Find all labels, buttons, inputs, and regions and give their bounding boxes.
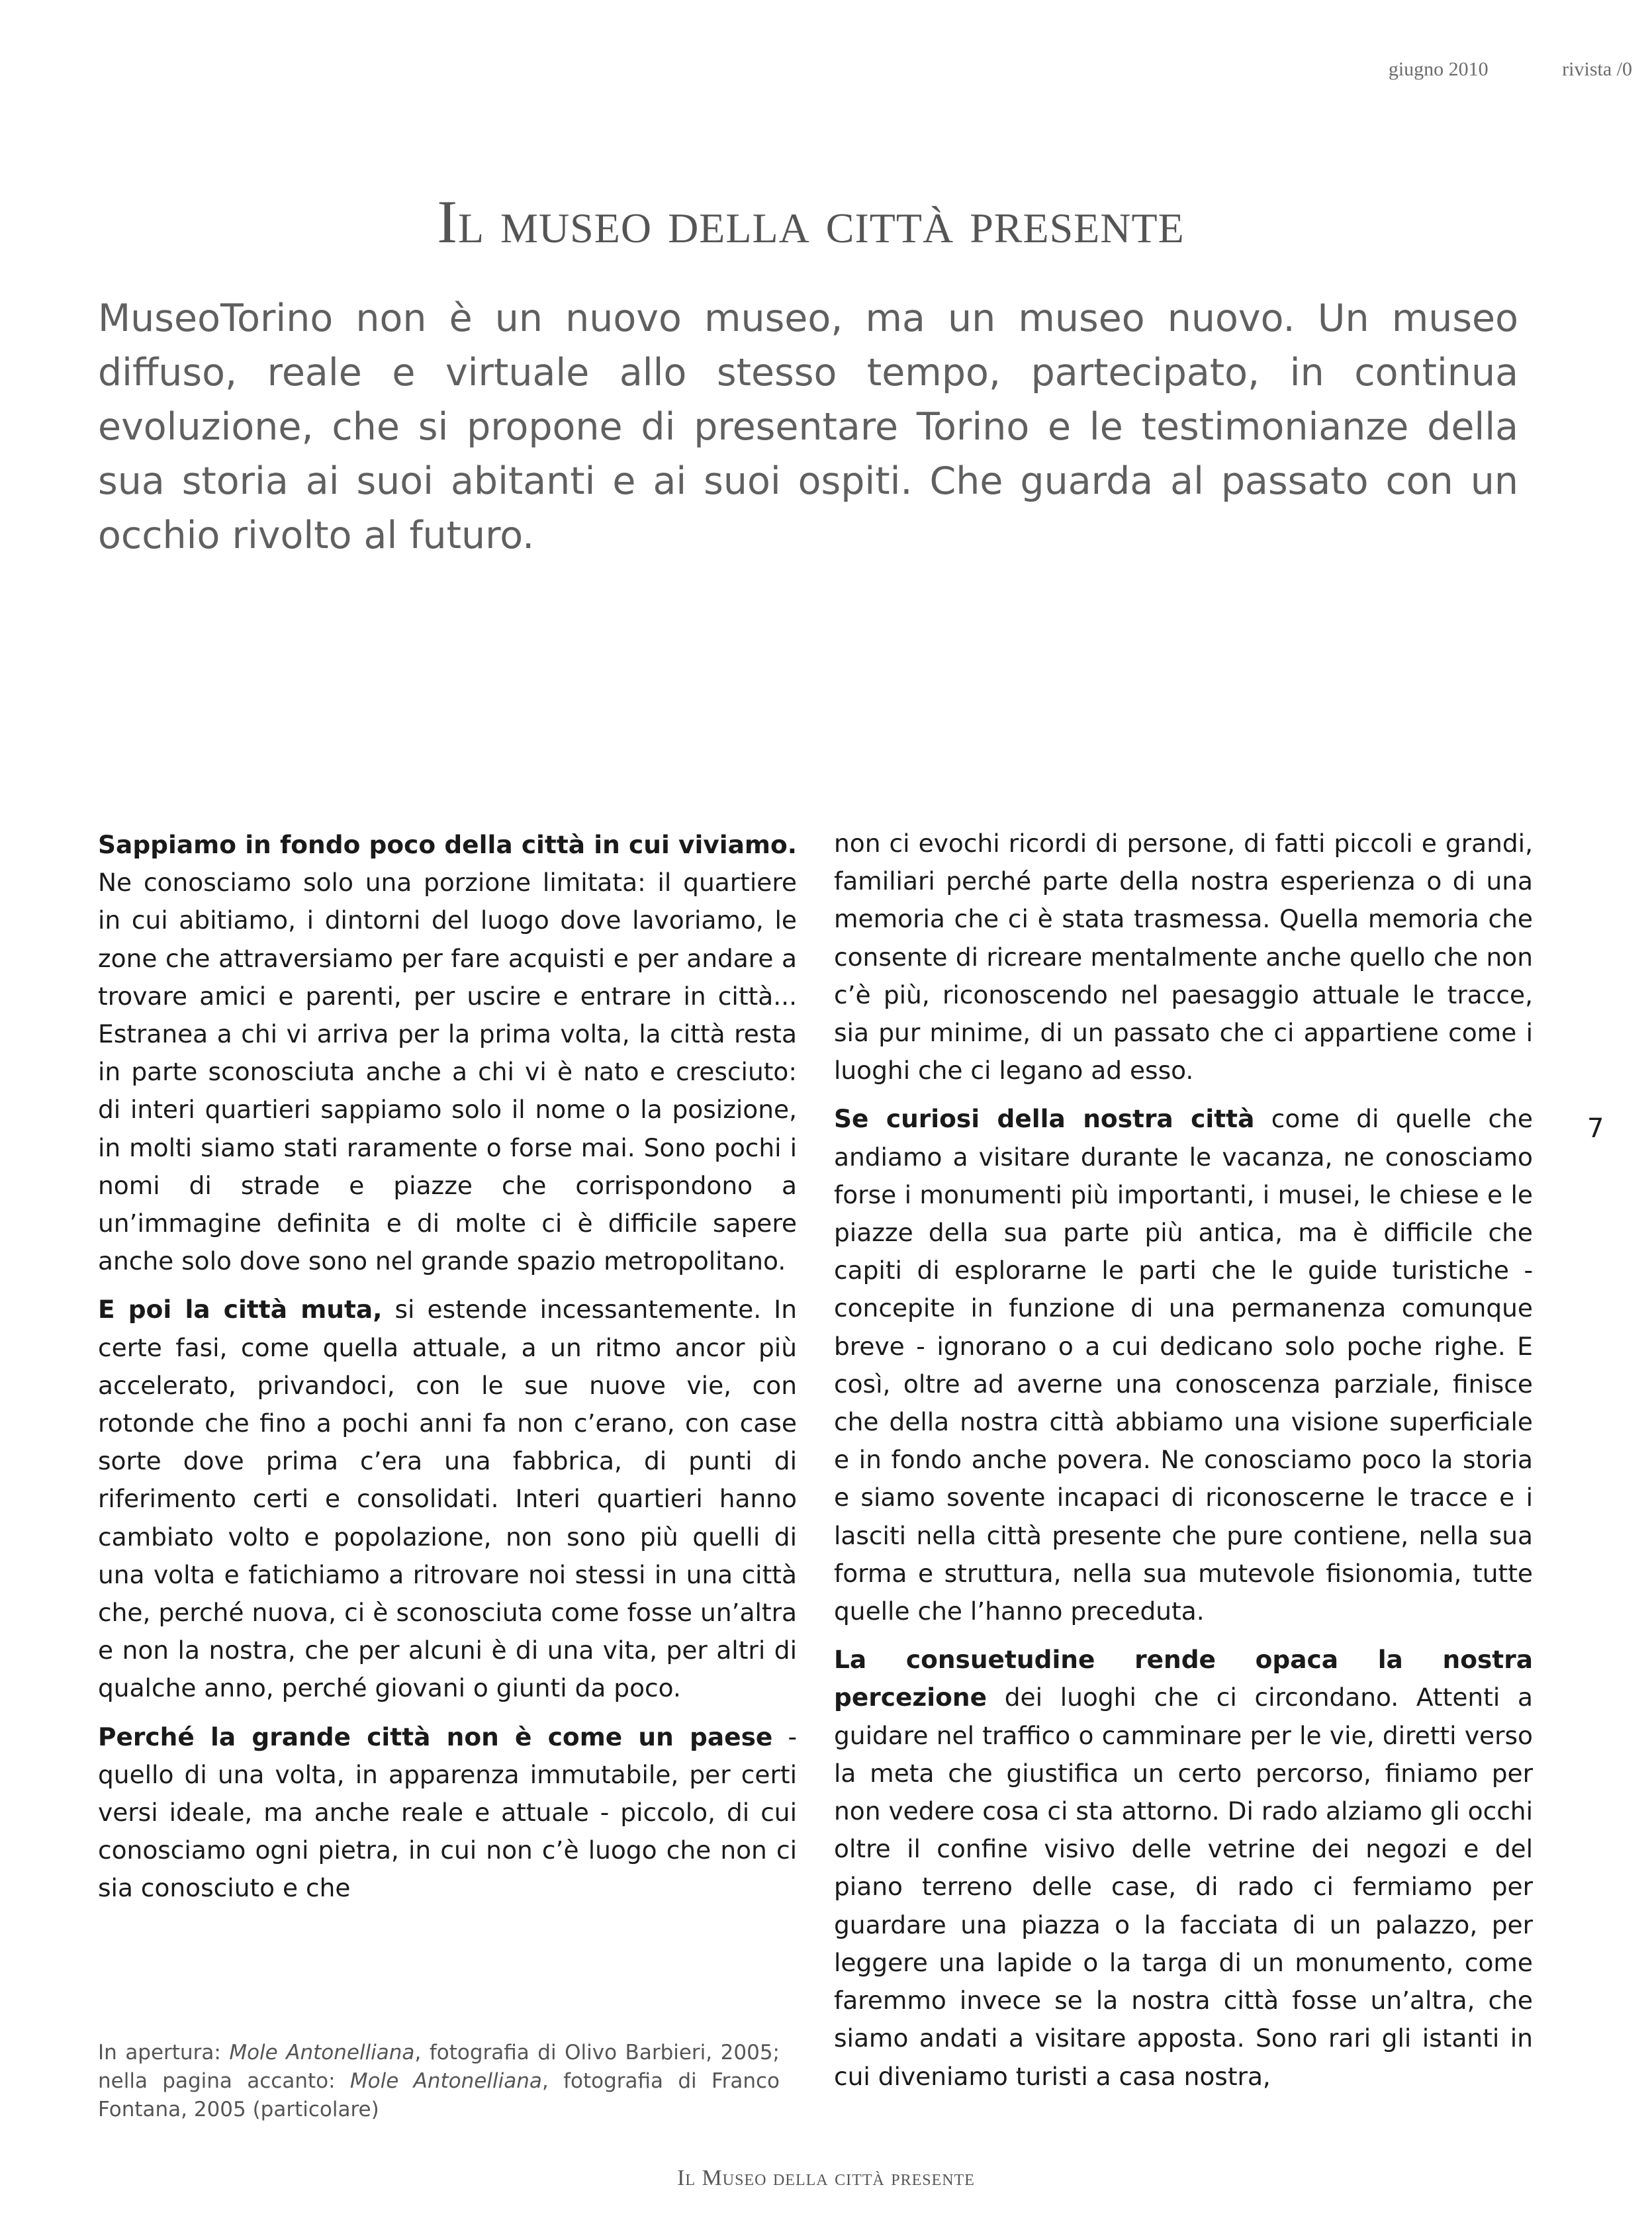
- paragraph-text: - quello di una volta, in apparenza immutabile, per certi versi ideale, ma anche reale e attuale - piccolo, di cui conosciamo ogni pietra, in cui non c’è luogo che non ci sia conosciuto e che: [98, 1722, 797, 1903]
- page-header: [1389, 58, 1632, 81]
- issue-number: rivista /0: [1562, 58, 1632, 80]
- page-number: 7: [1587, 1113, 1604, 1144]
- issue-date: giugno 2010: [1388, 58, 1489, 80]
- paragraph-text: Ne conosciamo solo una porzione limitata: il quartiere in cui abitiamo, i dintorni del luogo dove lavoriamo, le zone che attraversiamo per fare acquisti e per andare a trovare amici e parenti, per uscire e entrare in città... Estranea a chi vi arriva per la prima volta, la città resta in parte sconosciuta anche a chi vi è nato e cresciuto: di interi quartieri sappiamo solo il nome o la posizione, in molti siamo stati raramente o forse mai. Sono pochi i nomi di strade e piazze che corrispondono a un’immagine definita e di molte ci è difficile sapere anche solo dove sono nel grande spazio metropolitano.: [98, 868, 797, 1276]
- paragraph: [98, 826, 797, 1280]
- paragraph: [834, 1641, 1533, 2095]
- paragraph: [834, 825, 1533, 1090]
- paragraph-text: dei luoghi che ci circondano. Attenti a guidare nel traffico o camminare per le vie, diretti verso la meta che giustifica un certo percorso, finiamo per non vedere cosa ci sta attorno. Di rado alziamo gli occhi oltre il confine visivo delle vetrine dei negozi e del piano terreno delle case, di rado ci fermiamo per guardare una piazza o la facciata di un palazzo, per leggere una lapide o la targa di un monumento, come faremmo invece se la nostra città fosse un’altra, che siamo andati a visitare apposta. Sono rari gli istanti in cui diveniamo turisti a casa nostra,: [834, 1683, 1533, 2091]
- caption-text: , fotografia di Franco Fontana, 2005 (particolare): [98, 2069, 780, 2121]
- paragraph: [834, 1100, 1533, 1630]
- article-lead: MuseoTorino non è un nuovo museo, ma un museo nuovo. Un museo diffuso, reale e virtuale allo stesso tempo, partecipato, in continua evoluzione, che si propone di presentare Torino e le testimonianze della sua storia ai suoi abitanti e ai suoi ospiti. Che guarda al passato con un occhio rivolto al futuro.: [98, 297, 1518, 557]
- running-footer: Il Museo della città presente: [677, 2166, 975, 2190]
- left-column: [98, 826, 797, 1918]
- caption-artwork-title: Mole Antonelliana: [229, 2041, 415, 2065]
- right-column: [834, 825, 1533, 2106]
- paragraph-lead-in: Perché la grande città non è come un paese: [98, 1722, 773, 1751]
- caption-text: In apertura:: [98, 2041, 230, 2065]
- caption-artwork-title: Mole Antonelliana: [349, 2069, 542, 2093]
- paragraph: [98, 1291, 797, 1707]
- paragraph-lead-in: Se curiosi della nostra città: [834, 1104, 1255, 1134]
- paragraph-lead-in: La consuetudine rende opaca la nostra percezione: [834, 1645, 1533, 1712]
- paragraph-lead-in: E poi la città muta,: [98, 1295, 383, 1324]
- caption-text: , fotografia di Olivo Barbieri, 2005;: [414, 2041, 780, 2065]
- paragraph-lead-in: Sappiamo in fondo poco della città in cui viviamo.: [98, 830, 797, 859]
- paragraph-text: si estende incessantemente. In certe fasi, come quella attuale, a un ritmo ancor più accelerato, privandoci, con le sue nuove vie, con rotonde che fino a pochi anni fa non c’erano, con case sorte dove prima c’era una fabbrica, di punti di riferimento certi e consolidati. Interi quartieri hanno cambiato volto e popolazione, non sono più quelli di una volta e fatichiamo a ritrovare noi stessi in una città che, perché nuova, ci è sconosciuta come fosse un’altra e non la nostra, che per alcuni è di una vita, per altri di qualche anno, perché giovani o giunti da poco.: [98, 1295, 797, 1703]
- photo-caption: [98, 2039, 780, 2124]
- caption-text: nella pagina accanto:: [98, 2069, 350, 2093]
- article-title: Il museo della città presente: [437, 188, 1185, 256]
- paragraph-text: come di quelle che andiamo a visitare durante le vacanza, ne conosciamo forse i monumenti più importanti, i musei, le chiese e le piazze della sua parte più antica, ma è difficile che capiti di esplorarne le parti che le guide turistiche - concepite in funzione di una permanenza comunque breve - ignorano o a cui dedicano solo poche righe. E così, oltre ad averne una conoscenza parziale, finisce che della nostra città abbiamo una visione superficiale e in fondo anche povera. Ne conosciamo poco la storia e siamo sovente incapaci di riconoscerne le tracce e i lasciti nella città presente che pure contiene, nella sua forma e struttura, nella sua mutevole fisionomia, tutte quelle che l’hanno preceduta.: [834, 1104, 1533, 1626]
- paragraph: [98, 1718, 797, 1908]
- paragraph-text: non ci evochi ricordi di persone, di fatti piccoli e grandi, familiari perché parte della nostra esperienza o di una memoria che ci è stata trasmessa. Quella memoria che consente di ricreare mentalmente anche quello che non c’è più, riconoscendo nel paesaggio attuale le tracce, sia pur minime, di un passato che ci appartiene come i luoghi che ci legano ad esso.: [834, 829, 1533, 1086]
